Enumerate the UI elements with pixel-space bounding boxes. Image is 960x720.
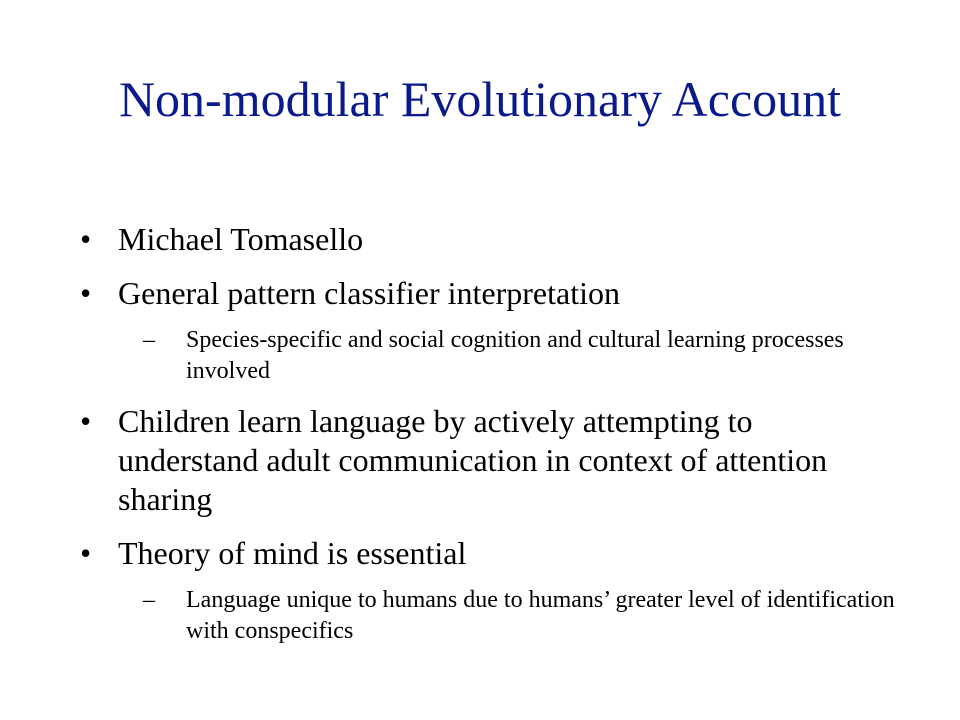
bullet-marker: • bbox=[80, 221, 92, 257]
bullet-marker: • bbox=[80, 275, 92, 311]
sub-bullet-marker: – bbox=[143, 587, 155, 613]
sub-bullet-item bbox=[143, 585, 900, 647]
bullet-item bbox=[80, 534, 900, 647]
bullet-text: Children learn language by actively attempting to understand adult communication in context of attention sharing bbox=[118, 403, 828, 517]
bullet-text: General pattern classifier interpretation bbox=[118, 275, 620, 311]
sub-bullet-text: Language unique to humans due to humans’ greater level of identification with conspecifics bbox=[186, 587, 895, 644]
sub-bullet-text: Species-specific and social cognition and cultural learning processes involved bbox=[186, 327, 844, 384]
bullet-item bbox=[80, 274, 900, 387]
sub-bullet-item bbox=[143, 325, 900, 387]
bullet-item bbox=[80, 402, 900, 519]
bullet-marker: • bbox=[80, 403, 92, 439]
bullet-text: Theory of mind is essential bbox=[118, 535, 467, 571]
bullet-text: Michael Tomasello bbox=[118, 221, 364, 257]
sub-bullet-marker: – bbox=[143, 327, 155, 353]
bullet-list bbox=[80, 220, 900, 662]
sub-bullet-list bbox=[118, 585, 900, 647]
sub-bullet-list bbox=[118, 325, 900, 387]
bullet-item bbox=[80, 220, 900, 259]
bullet-marker: • bbox=[80, 535, 92, 571]
slide-title: Non-modular Evolutionary Account bbox=[118, 71, 842, 127]
